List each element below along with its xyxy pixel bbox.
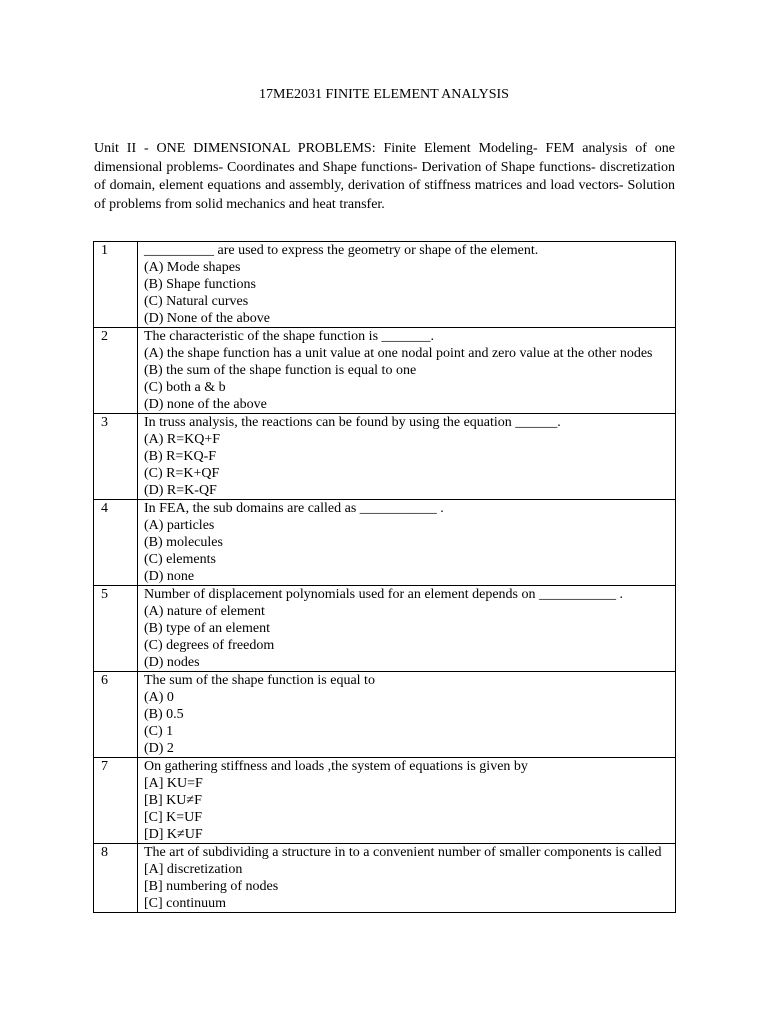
answer-option: (A) Mode shapes xyxy=(144,260,241,275)
question-row xyxy=(94,242,676,328)
answer-option: (D) R=K-QF xyxy=(144,483,217,498)
answer-option: (A) R=KQ+F xyxy=(144,432,221,447)
question-body xyxy=(138,500,676,586)
answer-option: [C] continuum xyxy=(144,896,227,911)
question-text: On gathering stiffness and loads ,the system of equations is given by xyxy=(144,759,528,774)
answer-option: (B) 0.5 xyxy=(144,707,184,722)
answer-option: (C) 1 xyxy=(144,724,174,739)
answer-option: (D) none of the above xyxy=(144,397,267,412)
question-body xyxy=(138,414,676,500)
question-text: In truss analysis, the reactions can be found by using the equation ______. xyxy=(144,415,561,430)
question-text: The art of subdividing a structure in to a convenient number of smaller components is called xyxy=(144,845,662,860)
answer-option: (D) nodes xyxy=(144,655,200,670)
questions-table xyxy=(93,241,676,913)
answer-option: [C] K=UF xyxy=(144,810,203,825)
answer-option: (D) none xyxy=(144,569,195,584)
question-row xyxy=(94,328,676,414)
question-row xyxy=(94,500,676,586)
question-text: __________ are used to express the geometry or shape of the element. xyxy=(144,243,539,258)
question-row xyxy=(94,758,676,844)
page-title: 17ME2031 FINITE ELEMENT ANALYSIS xyxy=(259,87,509,102)
answer-option: [A] KU=F xyxy=(144,776,203,791)
question-text: The sum of the shape function is equal to xyxy=(144,673,375,688)
question-row xyxy=(94,672,676,758)
answer-option: [D] K≠UF xyxy=(144,827,203,842)
answer-option: (C) R=K+QF xyxy=(144,466,220,481)
question-body xyxy=(138,586,676,672)
question-row xyxy=(94,586,676,672)
question-row xyxy=(94,844,676,913)
question-number: 4 xyxy=(94,500,138,586)
question-body xyxy=(138,672,676,758)
question-number: 7 xyxy=(94,758,138,844)
answer-option: (C) both a & b xyxy=(144,380,226,395)
answer-option: [A] discretization xyxy=(144,862,243,877)
question-body xyxy=(138,328,676,414)
question-body xyxy=(138,844,676,913)
question-text: The characteristic of the shape function is _______. xyxy=(144,329,435,344)
question-text: In FEA, the sub domains are called as ___________ . xyxy=(144,501,444,516)
answer-option: (D) 2 xyxy=(144,741,174,756)
question-number: 3 xyxy=(94,414,138,500)
question-number: 8 xyxy=(94,844,138,913)
answer-option: (B) molecules xyxy=(144,535,223,550)
answer-option: (C) elements xyxy=(144,552,216,567)
question-row xyxy=(94,414,676,500)
answer-option: (B) type of an element xyxy=(144,621,270,636)
answer-option: (C) degrees of freedom xyxy=(144,638,275,653)
question-number: 1 xyxy=(94,242,138,328)
question-body xyxy=(138,242,676,328)
question-text: Number of displacement polynomials used for an element depends on ___________ . xyxy=(144,587,624,602)
question-number: 6 xyxy=(94,672,138,758)
answer-option: (A) nature of element xyxy=(144,604,265,619)
answer-option: (B) Shape functions xyxy=(144,277,256,292)
unit-description: Unit II - ONE DIMENSIONAL PROBLEMS: Finite Element Modeling- FEM analysis of one dimensional problems- Coordinates and Shape functions- Derivation of Shape functions- discretization of domain, element equations and assembly, derivation of stiffness matrices and load vectors- Solution of problems from solid mechanics and heat transfer. xyxy=(94,141,675,212)
answer-option: (B) R=KQ-F xyxy=(144,449,217,464)
answer-option: (A) particles xyxy=(144,518,215,533)
question-number: 2 xyxy=(94,328,138,414)
answer-option: [B] KU≠F xyxy=(144,793,202,808)
answer-option: (A) the shape function has a unit value at one nodal point and zero value at the other nodes xyxy=(144,346,653,361)
question-body xyxy=(138,758,676,844)
question-number: 5 xyxy=(94,586,138,672)
answer-option: (A) 0 xyxy=(144,690,174,705)
answer-option: [B] numbering of nodes xyxy=(144,879,279,894)
answer-option: (B) the sum of the shape function is equal to one xyxy=(144,363,417,378)
answer-option: (D) None of the above xyxy=(144,311,270,326)
answer-option: (C) Natural curves xyxy=(144,294,249,309)
